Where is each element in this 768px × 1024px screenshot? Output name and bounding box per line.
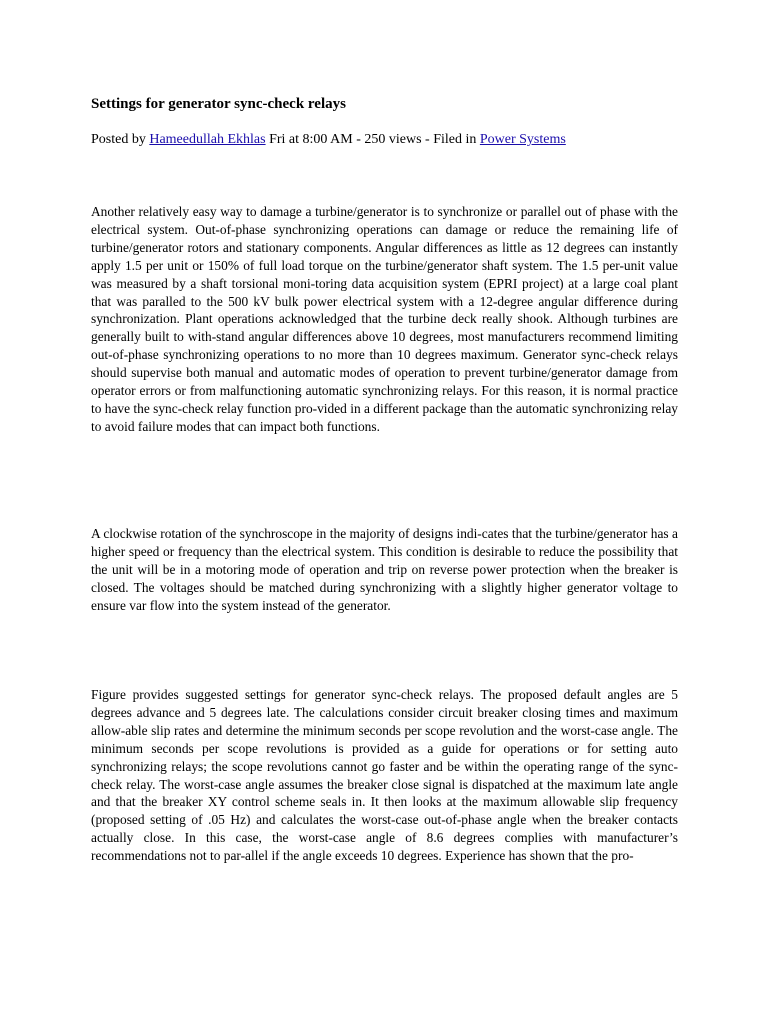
category-link[interactable]: Power Systems (479, 132, 566, 147)
author-link[interactable]: Hameedullah Ekhlas (149, 132, 266, 147)
paragraph-settings: Figure provides suggested settings for generator sync-check relays. The proposed default angles are 5 degrees advance and 5 degrees late. The calculations consider circuit breaker closing times and maximum allow-able slip rates and determine the minimum seconds per scope revolution and the worst-case angle. The minimum seconds per scope revolutions is provided as a guide for operations or for setting auto synchronizing relays; the scope revolutions cannot go faster and be within the operating range of the sync-check relay. The worst-case angle assumes the breaker close signal is dispatched at the maximum late angle and that the breaker XY control scheme seals in. It then looks at the maximum allowable slip frequency (proposed setting of .05 Hz) and calculates the worst-case out-of-phase angle when the breaker contacts actually close. In this case, the worst-case angle of 8.6 degrees complies with manufacturer’s recommendations not to par-allel if the angle exceeds 10 degrees. Experience has shown that the pro- (91, 687, 678, 864)
paragraph-out-of-phase: Another relatively easy way to damage a turbine/generator is to synchronize or parallel out of phase with the electrical system. Out-of-phase synchronizing operations can damage or reduce the remaining life of turbine/generator rotors and stationary components. Angular differences as little as 12 degrees can instantly apply 1.5 per unit or 150% of full load torque on the turbine/generator shaft system. The 1.5 per-unit value was measured by a shaft torsional moni-toring data acquisition system (EPRI project) at a large coal plant that was paralled to the 500 kV bulk power electrical system with a 12-degree angular difference during synchronization. Plant operations acknowledged that the turbine deck really shook. Although turbines are generally built to with-stand angular differences above 10 degrees, most manufacturers recommend limiting out-of-phase synchronizing operations to no more than 10 degrees maximum. Generator sync-check relays should supervise both manual and automatic modes of operation to prevent turbine/generator damage from operator errors or from malfunctioning automatic synchronizing relays. For this reason, it is normal practice to have the sync-check relay function pro-vided in a different package than the automatic synchronizing relay to avoid failure modes that can impact both functions. (91, 204, 678, 434)
article-meta (91, 130, 691, 150)
article-title: Settings for generator sync-check relays (91, 96, 346, 112)
paragraph-synchroscope: A clockwise rotation of the synchroscope in the majority of designs indi-cates that the turbine/generator has a higher speed or frequency than the electrical system. This condition is desirable to reduce the possibility that the unit will be in a motoring mode of operation and trip on reverse power protection when the breaker is closed. The voltages should be matched during synchronizing with a slightly higher generator voltage to ensure var flow into the system instead of the generator. (91, 526, 678, 613)
posted-by-label: Posted by (91, 132, 150, 147)
time-views-text: Fri at 8:00 AM - 250 views - Filed in (265, 132, 480, 147)
